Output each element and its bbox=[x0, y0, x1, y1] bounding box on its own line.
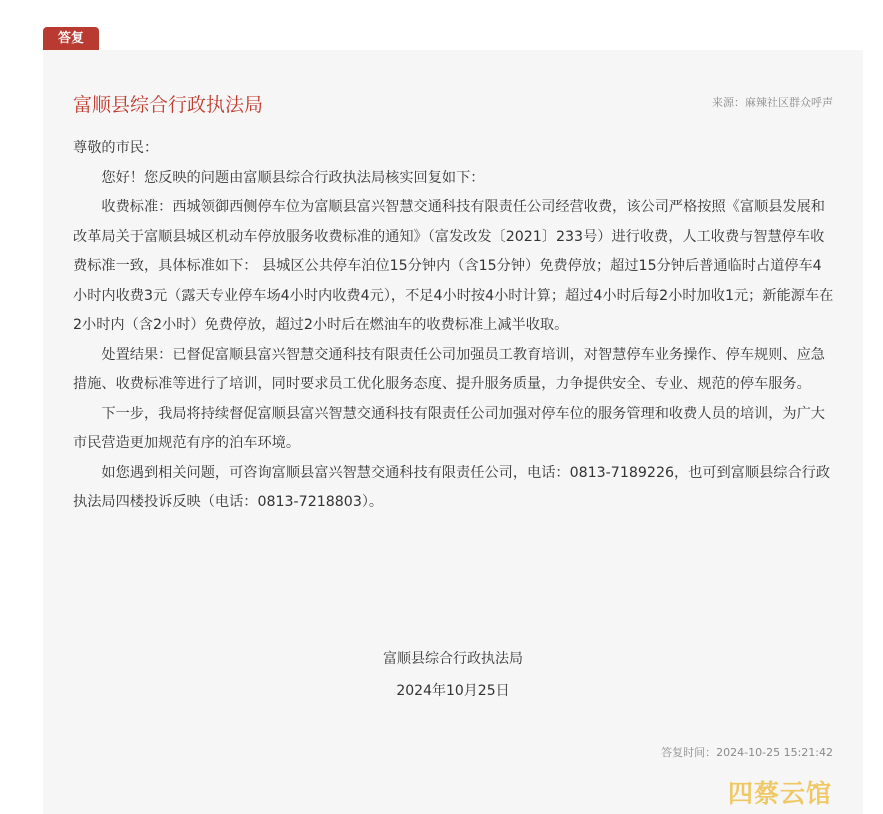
paragraph-handling-result: 处置结果：已督促富顺县富兴智慧交通科技有限责任公司加强员工教育培训，对智慧停车业务操作、停车规则、应急措施、收费标准等进行了培训，同时要求员工优化服务态度、提升服务质量，力争提供安全、专业、规范的停车服务。 bbox=[73, 346, 825, 392]
paragraph-contact: 如您遇到相关问题，可咨询富顺县富兴智慧交通科技有限责任公司，电话：0813-7189226，也可到富顺县综合行政执法局四楼投诉反映（电话：0813-7218803）。 bbox=[73, 464, 831, 510]
reply-body bbox=[73, 134, 835, 518]
org-title: 富顺县综合行政执法局 bbox=[73, 94, 264, 116]
paragraph-next-step: 下一步，我局将持续督促富顺县富兴智慧交通科技有限责任公司加强对停车位的服务管理和收费人员的培训，为广大市民营造更加规范有序的泊车环境。 bbox=[73, 405, 825, 451]
reply-card bbox=[43, 50, 863, 814]
paragraph-fee-standard: 收费标准：西城领御西侧停车位为富顺县富兴智慧交通科技有限责任公司经营收费，该公司严格按照《富顺县发展和改革局关于富顺县城区机动车停放服务收费标准的通知》（富发改发〔2021〕233号）进行收费，人工收费与智慧停车收费标准一致，具体标准如下： 县城区公共停车泊位15分钟内（含15分钟）免费停放；超过15分钟后普通临时占道停车4小时内收费3元（露天专业停车场4小时内收费4元），不足4小时按4小时计算；超过4小时后每2小时加收1元；新能源车在2小时内（含2小时）免费停放，超过2小时后在燃油车的收费标准上减半收取。 bbox=[73, 199, 834, 333]
greeting: 尊敬的市民： bbox=[73, 140, 159, 156]
signature-date: 2024年10月25日 bbox=[396, 683, 510, 699]
reply-tag: 答复 bbox=[43, 27, 99, 50]
paragraph-intro: 您好！您反映的问题由富顺县综合行政执法局核实回复如下： bbox=[101, 169, 485, 186]
reply-time: 答复时间：2024-10-25 15:21:42 bbox=[661, 746, 833, 759]
source-label: 来源：麻辣社区群众呼声 bbox=[712, 96, 833, 109]
watermark-logo: 四蔡云馆 bbox=[728, 779, 833, 808]
signature-org: 富顺县综合行政执法局 bbox=[383, 651, 523, 667]
